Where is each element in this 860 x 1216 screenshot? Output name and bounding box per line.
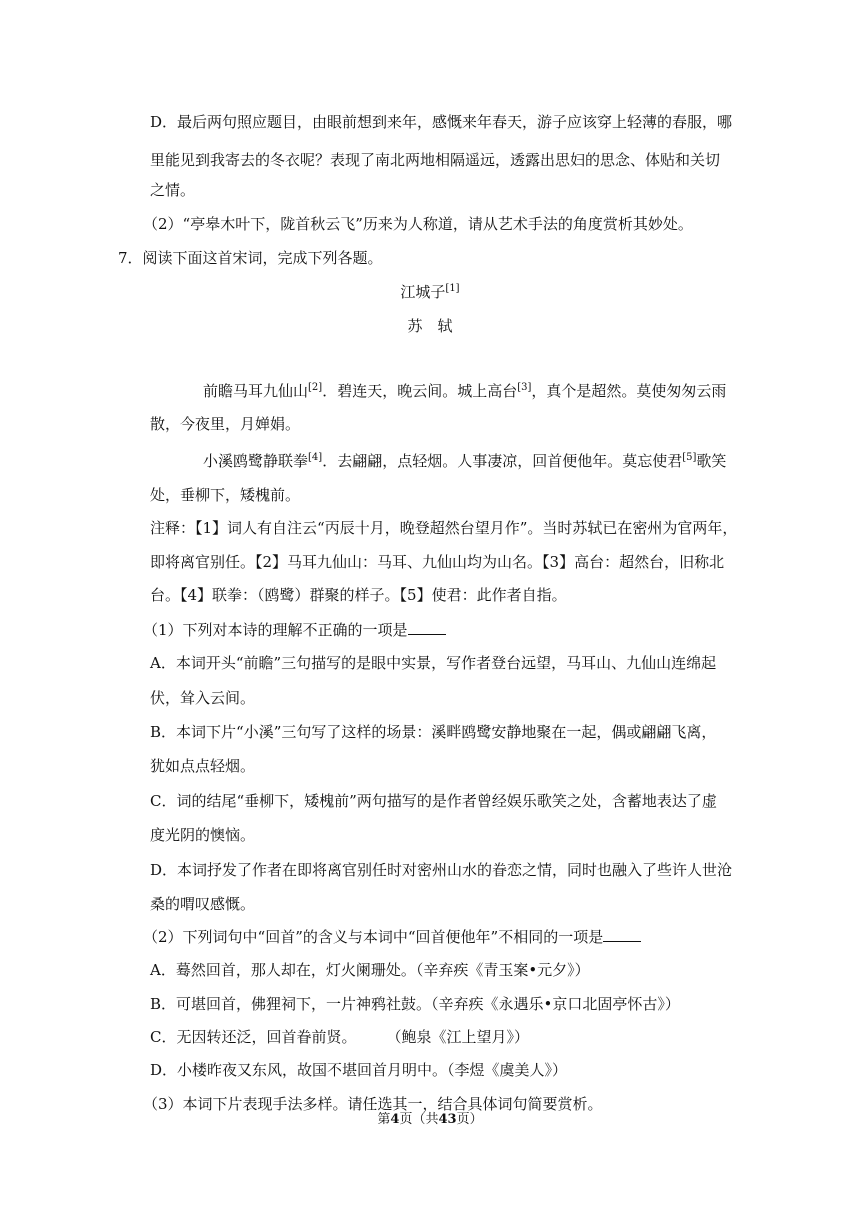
notes-line-2: 即将离官别任。【2】马耳九仙山：马耳、九仙山均为山名。【3】高台：超然台，旧称北: [150, 553, 725, 571]
q6-subquestion-2: （2）“亭皋木叶下，陇首秋云飞”历来为人称道，请从艺术手法的角度赏析其妙处。: [143, 215, 693, 233]
q7-sub1-option-a-line-1: A．本词开头“前瞻”三句描写的是眼中实景，写作者登台远望，马耳山、九仙山连绵起: [150, 654, 717, 672]
stanza-2-line-1: 小溪鸥鹭静联拳[4]．去翩翩，点轻烟。人事凄凉，回首便他年。莫忘使君[5]歌笑: [203, 452, 727, 470]
q7-sub2-option-a: A．蓦然回首，那人却在，灯火阑珊处。（辛弃疾《青玉案•元夕》）: [150, 961, 590, 979]
q7-subquestion-3: （3）本词下片表现手法多样。请任选其一，结合具体词句简要赏析。: [143, 1095, 603, 1113]
notes-line-3: 台。【4】联拳：（鸥鹭）群聚的样子。【5】使君：此作者自指。: [150, 586, 567, 604]
q7-prompt: 7．阅读下面这首宋词，完成下列各题。: [118, 249, 383, 267]
q7-sub1-option-a-line-2: 伏，耸入云间。: [150, 689, 256, 707]
stanza-1-line-2: 散，今夜里，月婵娟。: [150, 415, 301, 433]
q7-sub1-option-c-line-2: 度光阴的懊恼。: [150, 826, 256, 844]
page-footer: 第4页（共43页）: [377, 1112, 483, 1127]
notes-line-1: 注释：【1】词人有自注云“丙辰十月，晚登超然台望月作”。当时苏轼已在密州为官两年，: [150, 519, 738, 537]
q7-sub2-option-c: C．无因转还泛，回首眷前贤。 （鲍泉《江上望月》）: [150, 1028, 529, 1046]
q7-sub1-option-b-line-1: B．本词下片“小溪”三句写了这样的场景：溪畔鸥鹭安静地聚在一起，偶或翩翩飞离，: [150, 723, 717, 741]
page-number: 4: [390, 1112, 400, 1127]
poem-author: 苏 轼: [407, 317, 453, 335]
q7-sub1-option-c-line-1: C．词的结尾“垂柳下，矮槐前”两句描写的是作者曾经娱乐歌笑之处，含蓄地表达了虚: [150, 792, 717, 810]
q7-sub2-option-b: B．可堪回首，佛狸祠下，一片神鸦社鼓。（辛弃疾《永遇乐•京口北固亭怀古》）: [150, 995, 680, 1013]
stanza-1-line-1: 前瞻马耳九仙山[2]．碧连天，晚云间。城上高台[3]，真个是超然。莫使匆匆云雨: [203, 382, 727, 400]
q7-subquestion-1: （1）下列对本诗的理解不正确的一项是: [143, 620, 446, 640]
answer-blank: [603, 927, 641, 942]
page-total: 43: [438, 1112, 457, 1127]
stanza-2-line-2: 处，垂柳下，矮槐前。: [150, 486, 301, 504]
answer-blank: [408, 620, 446, 635]
q6-option-d-line-2: 里能见到我寄去的冬衣呢？表现了南北两地相隔遥远，透露出思妇的思念、体贴和关切: [150, 151, 721, 169]
q7-sub1-option-d-line-1: D．本词抒发了作者在即将离官别任时对密州山水的眷恋之情，同时也融入了些许人世沧: [150, 861, 733, 879]
poem-title-note: [1]: [445, 283, 460, 294]
poem-title: 江城子[1]: [400, 283, 460, 301]
q7-sub1-option-d-line-2: 桑的喟叹感慨。: [150, 895, 256, 913]
q6-option-d-line-3: 之情。: [150, 181, 196, 199]
q6-option-d-line-1: D．最后两句照应题目，由眼前想到来年，感慨来年春天，游子应该穿上轻薄的春服，哪: [150, 113, 733, 131]
q7-sub2-option-d: D．小楼昨夜又东风，故国不堪回首月明中。（李煜《虞美人》）: [150, 1061, 568, 1079]
q7-subquestion-2: （2）下列词句中“回首”的含义与本词中“回首便他年”不相同的一项是: [143, 927, 641, 947]
q7-sub1-option-b-line-2: 犹如点点轻烟。: [150, 757, 256, 775]
